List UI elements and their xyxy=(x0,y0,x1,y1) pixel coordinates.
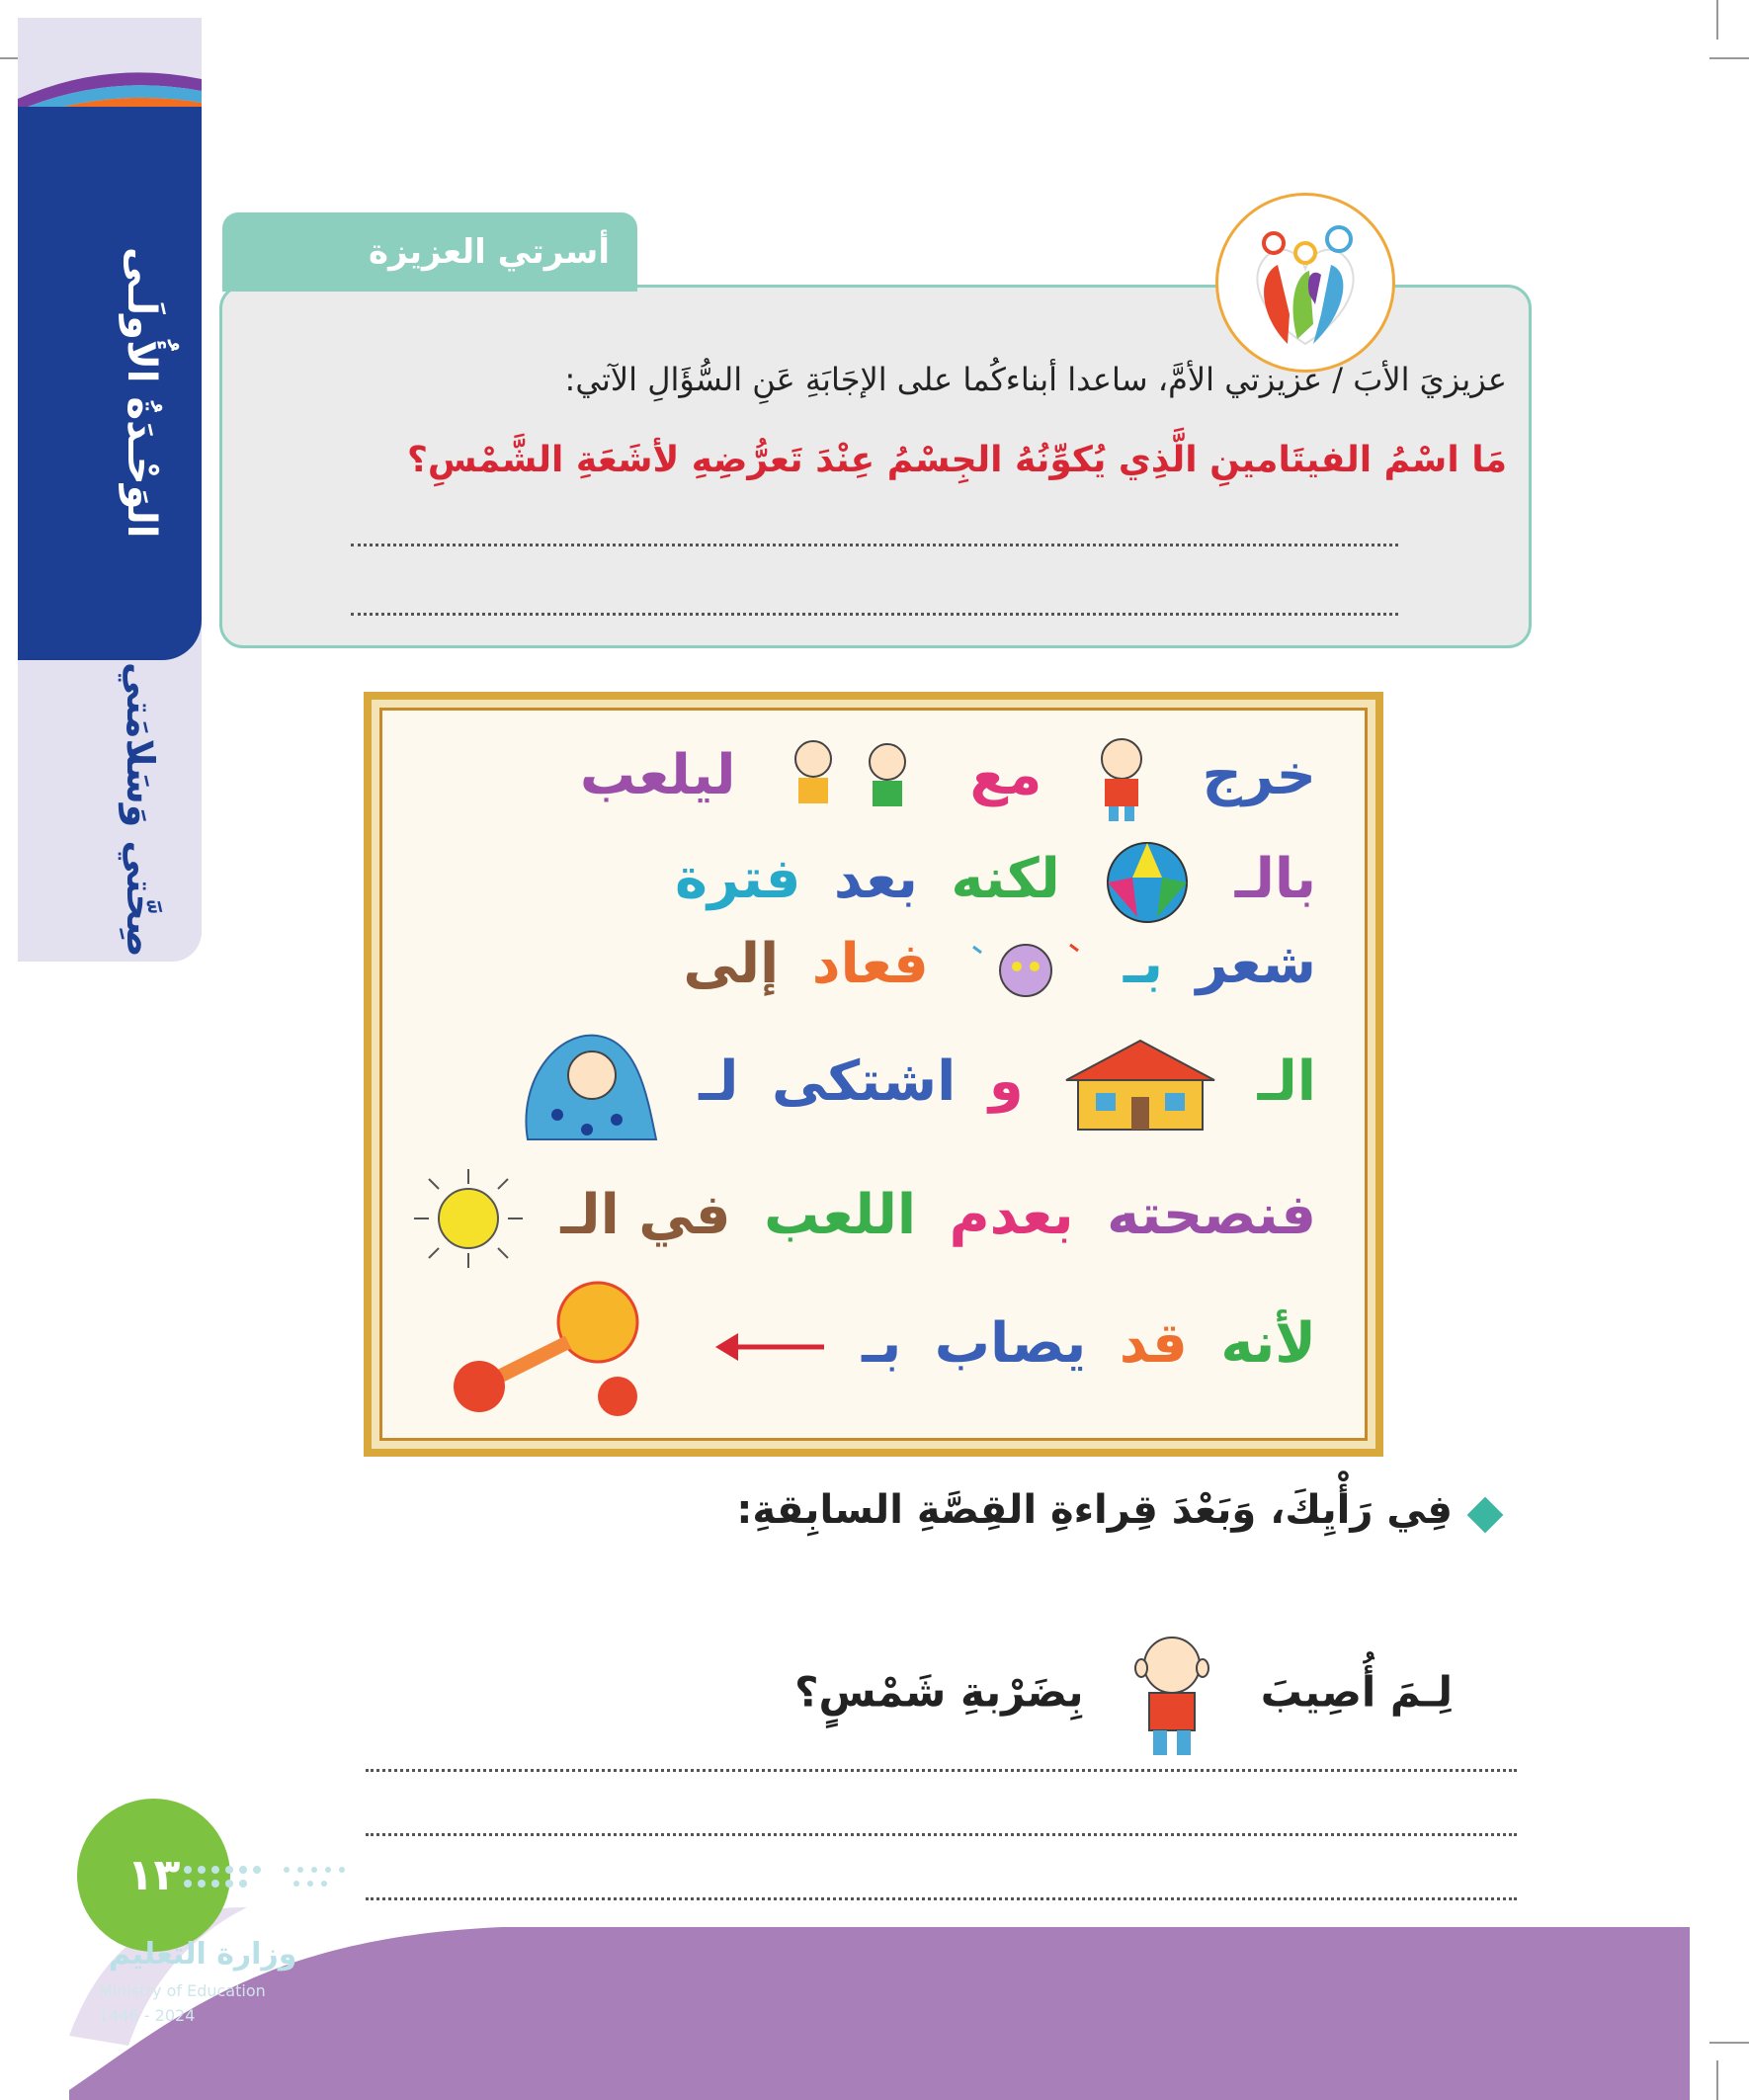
friends-icon xyxy=(769,734,937,823)
story-word: خرج xyxy=(1202,743,1316,808)
question-part: لِـمَ أُصِيبَ xyxy=(1260,1667,1453,1717)
unit-side-band xyxy=(18,107,202,660)
story-word: بالـ xyxy=(1234,847,1316,912)
story-line xyxy=(669,932,1316,1002)
story-word: ليلعب xyxy=(579,743,736,808)
story-word: بـ xyxy=(862,1311,902,1377)
house-icon xyxy=(1056,1036,1224,1134)
story-word: و xyxy=(988,1050,1024,1115)
boy-icon xyxy=(1075,734,1169,823)
story-word: في الـ xyxy=(560,1183,731,1248)
crop-mark xyxy=(0,57,18,59)
story-line xyxy=(566,734,1316,823)
ministry-dots-icon xyxy=(178,1860,351,1899)
footer-wave xyxy=(59,1897,1690,2100)
parents-instruction: عزيزيَ الأبَ / عزيزتي الأمَّ، ساعدا أبناءكُما على الإجَابَةِ عَنِ السُّؤَالِ الآتي: xyxy=(564,361,1507,398)
unit-subtitle: صِحَّتي وَسَلامَتي xyxy=(119,662,162,958)
family-question: مَا اسْمُ الفيتَامينِ الَّذِي يُكوِّنُهُ الجِسْمُ عِنْدَ تَعرُّضِهِ لأشَعَةِ الشَّمْسِ؟ xyxy=(406,440,1507,480)
story-line xyxy=(498,1021,1316,1149)
story-word: بعدم xyxy=(949,1183,1074,1248)
answer-line[interactable] xyxy=(366,1769,1517,1772)
answer-line[interactable] xyxy=(351,544,1398,546)
story-word: اشتكى xyxy=(771,1050,957,1115)
boy-icon xyxy=(1108,1631,1236,1759)
story-word: لأنه xyxy=(1220,1311,1316,1377)
answer-line[interactable] xyxy=(351,613,1398,616)
story-word: فترة xyxy=(674,847,801,912)
story-word: فنصحته xyxy=(1107,1183,1316,1248)
ball-icon xyxy=(1093,838,1202,927)
page-number: ١٣ xyxy=(77,1799,230,1952)
story-line xyxy=(661,838,1316,927)
ministry-name-en: Ministry of Education xyxy=(99,1981,266,2000)
story-word: الـ xyxy=(1257,1050,1316,1115)
story-word: مع xyxy=(969,743,1042,808)
story-word: قد xyxy=(1119,1311,1188,1377)
story-line xyxy=(410,1273,1316,1421)
story-word: لكنه xyxy=(951,847,1060,912)
story-word: لـ xyxy=(699,1050,739,1115)
story-word: شعر xyxy=(1196,932,1316,996)
story-line xyxy=(409,1164,1316,1273)
ministry-name: وزارة التعليم xyxy=(109,1937,297,1972)
exercise-question xyxy=(794,1631,1453,1759)
family-tab xyxy=(222,212,637,292)
unit-title: الوَحْـدَةُ الأُولَـى xyxy=(119,247,164,539)
story-word: بـ xyxy=(1123,932,1163,996)
bullet-diamond-icon xyxy=(1467,1497,1504,1534)
family-logo-icon xyxy=(1215,193,1395,373)
sunstroke-icon xyxy=(410,1273,677,1421)
story-frame xyxy=(364,692,1383,1457)
mother-icon xyxy=(498,1021,666,1149)
story-word: اللعب xyxy=(764,1183,917,1248)
family-tab-label: أسرتي العزيزة xyxy=(369,232,610,272)
ministry-year: 2024 - 1446 xyxy=(99,2006,196,2025)
story-word: بعد xyxy=(833,847,918,912)
crop-mark xyxy=(1709,2042,1749,2044)
exercise-prompt: فِي رَأْيِكَ، وَبَعْدَ قِراءةِ القِصَّةِ السابِقةِ: xyxy=(736,1487,1453,1533)
crop-mark xyxy=(1716,2060,1718,2100)
crop-mark xyxy=(1716,0,1718,40)
arrow-icon xyxy=(710,1327,829,1367)
question-part: بِضَرْبةِ شَمْسٍ؟ xyxy=(794,1667,1084,1717)
dizzy-head-icon xyxy=(961,933,1090,1002)
story-word: يصاب xyxy=(934,1311,1087,1377)
story-word: إلى xyxy=(683,932,780,996)
answer-line[interactable] xyxy=(366,1833,1517,1836)
sun-icon xyxy=(409,1164,528,1273)
story-word: فعاد xyxy=(811,932,929,996)
crop-mark xyxy=(1709,57,1749,59)
